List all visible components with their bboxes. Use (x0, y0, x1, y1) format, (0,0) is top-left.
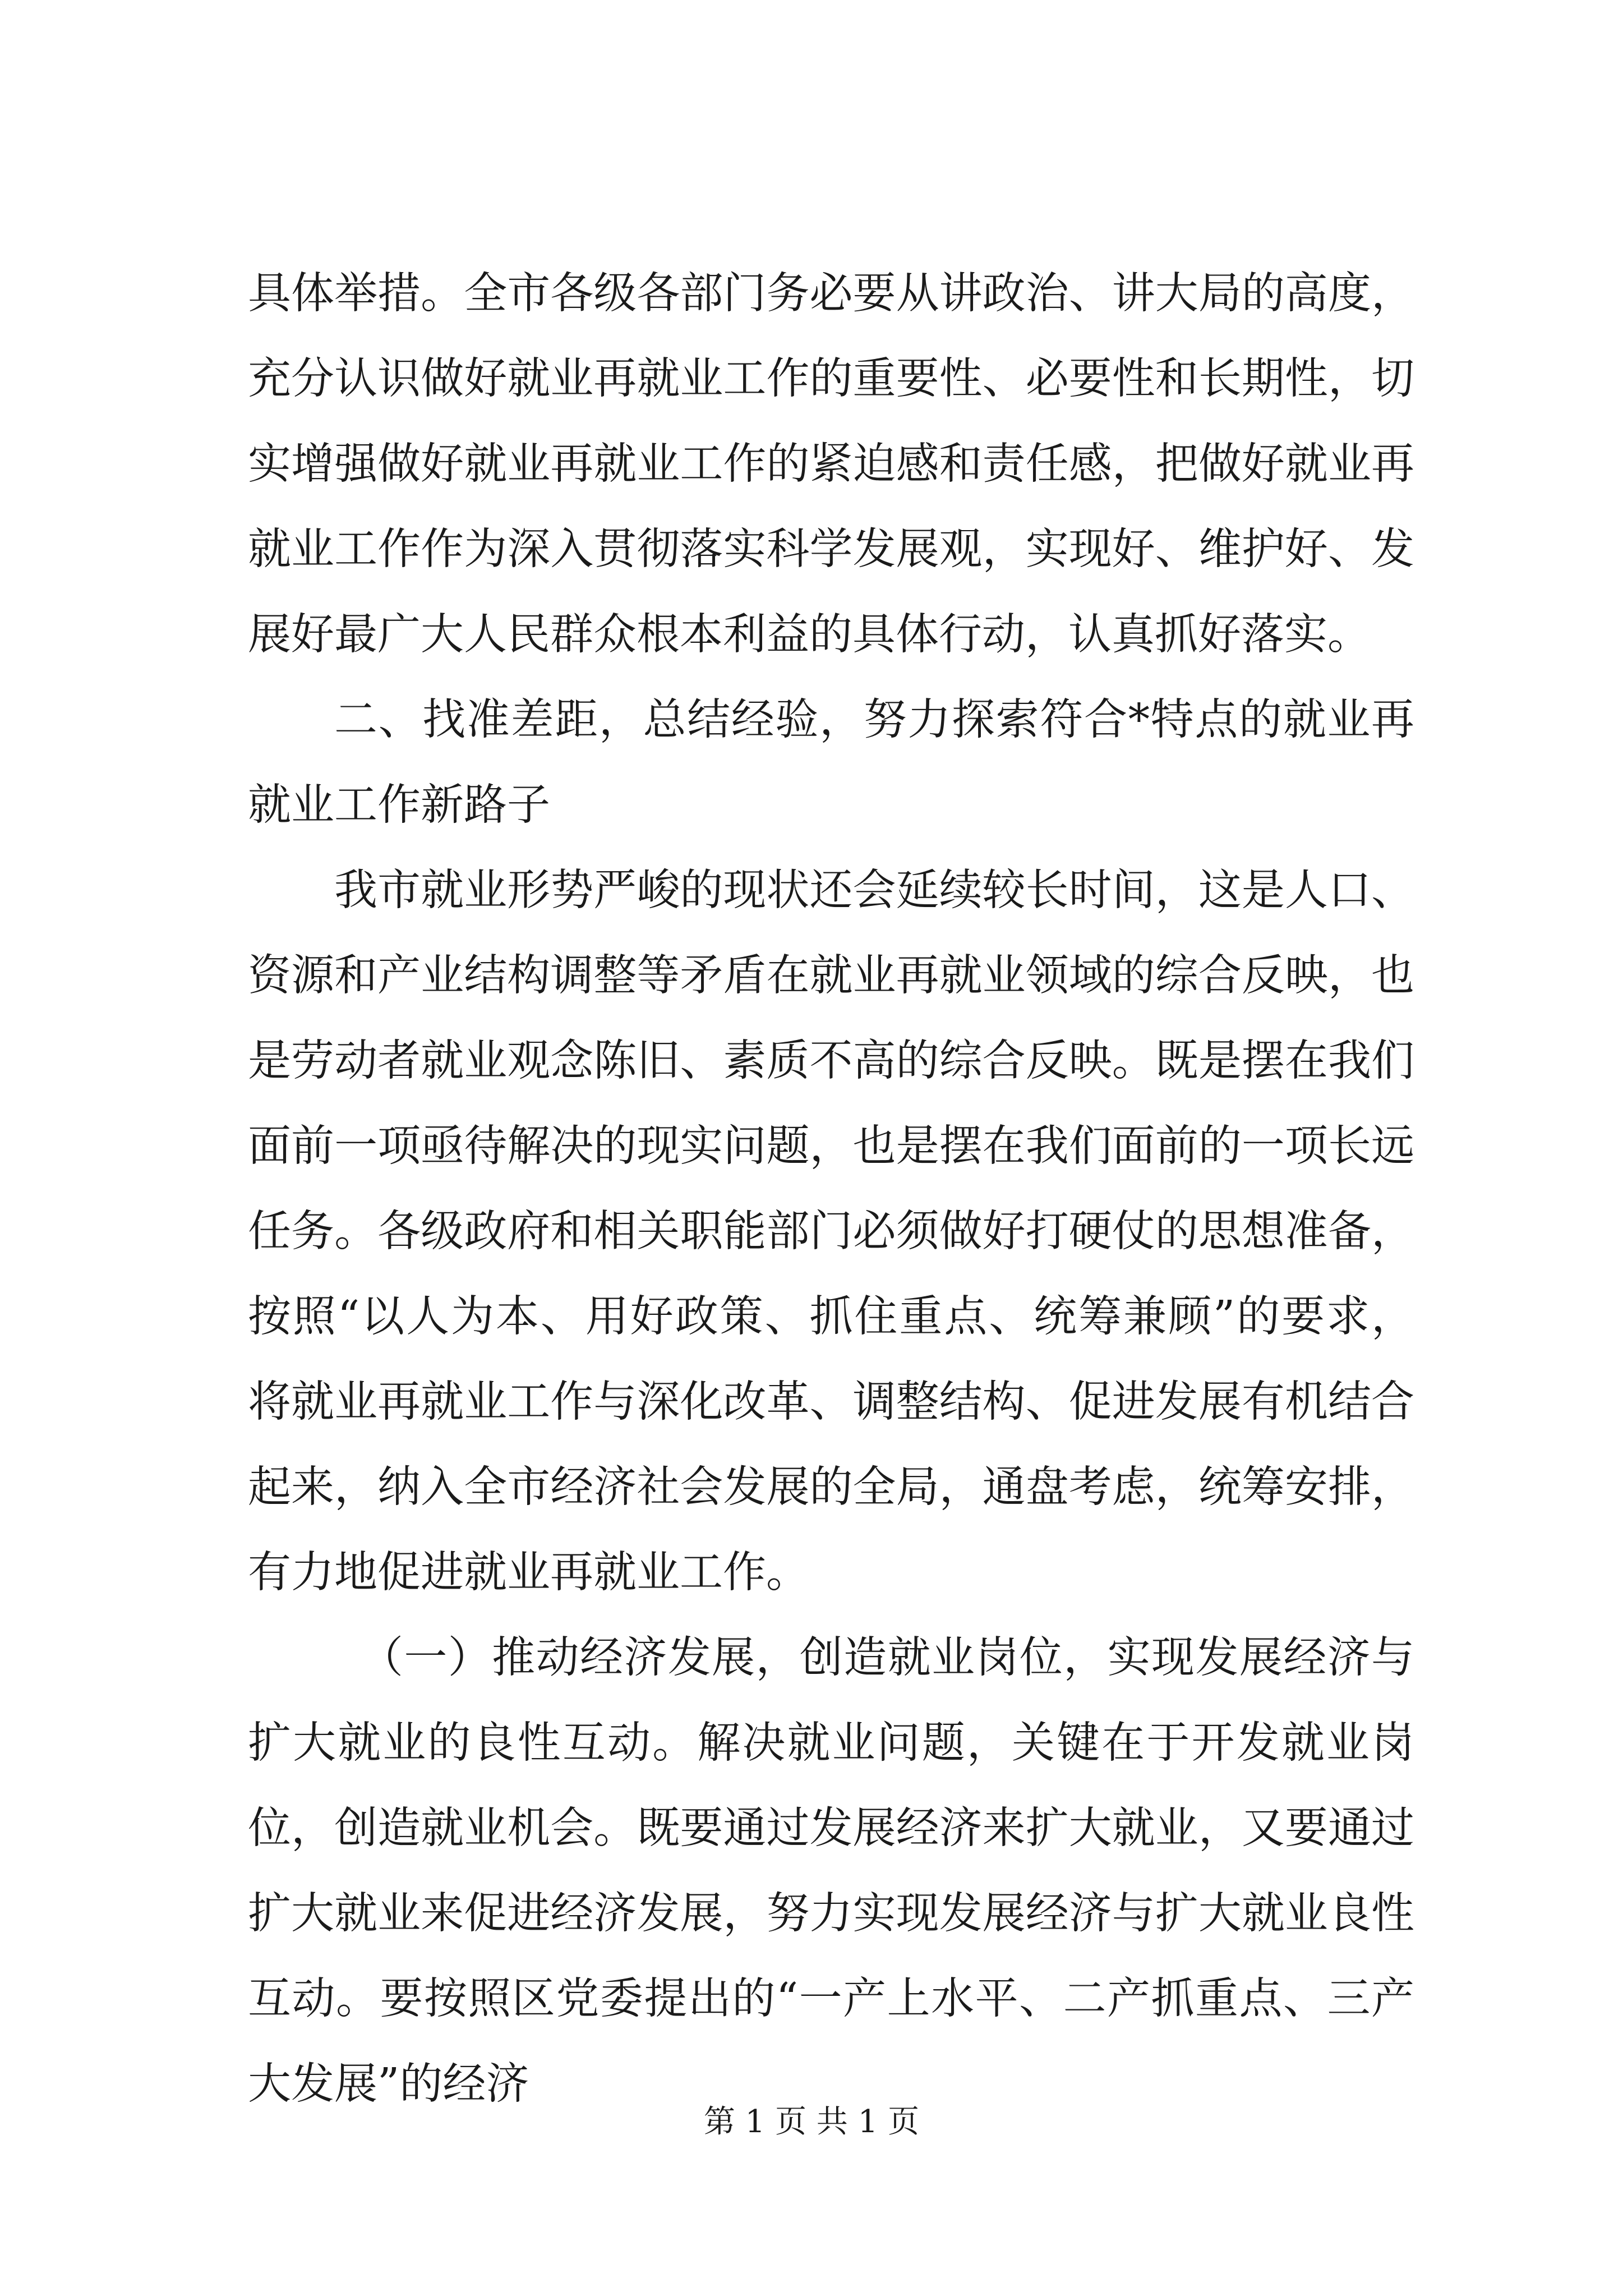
subsection-1-paragraph: （一）推动经济发展，创造就业岗位，实现发展经济与扩大就业的良性互动。解决就业问题，关键在于开发就业岗位，创造就业机会。既要通过发展经济来扩大就业，又要通过扩大就业来促进经济发展，努力实现发展经济与扩大就业良性互动。要按照区党委提出的“一产上水平、二产抓重点、三产大发展”的经济 (248, 1633, 1414, 2109)
paragraph-continuation: 具体举措。全市各级各部门务必要从讲政治、讲大局的高度，充分认识做好就业再就业工作的重要性、必要性和长期性，切实增强做好就业再就业工作的紧迫感和责任感，把做好就业再就业工作作为深入贯彻落实科学发展观，实现好、维护好、发展好最广大人民群众根本利益的具体行动，认真抓好落实。 (248, 269, 1414, 660)
document-body (248, 251, 1414, 2127)
section-heading-2: 二、找准差距，总结经验，努力探索符合*特点的就业再就业工作新路子 (248, 695, 1414, 830)
paragraph-employment-situation: 我市就业形势严峻的现状还会延续较长时间，这是人口、资源和产业结构调整等矛盾在就业再就业领域的综合反映，也是劳动者就业观念陈旧、素质不高的综合反映。既是摆在我们面前一项亟待解决的现实问题，也是摆在我们面前的一项长远任务。各级政府和相关职能部门必须做好打硬仗的思想准备，按照“以人为本、用好政策、抓住重点、统筹兼顾”的要求，将就业再就业工作与深化改革、调整结构、促进发展有机结合起来，纳入全市经济社会发展的全局，通盘考虑，统筹安排，有力地促进就业再就业工作。 (248, 866, 1414, 1598)
page-footer: 第 1 页 共 1 页 (703, 2104, 920, 2140)
